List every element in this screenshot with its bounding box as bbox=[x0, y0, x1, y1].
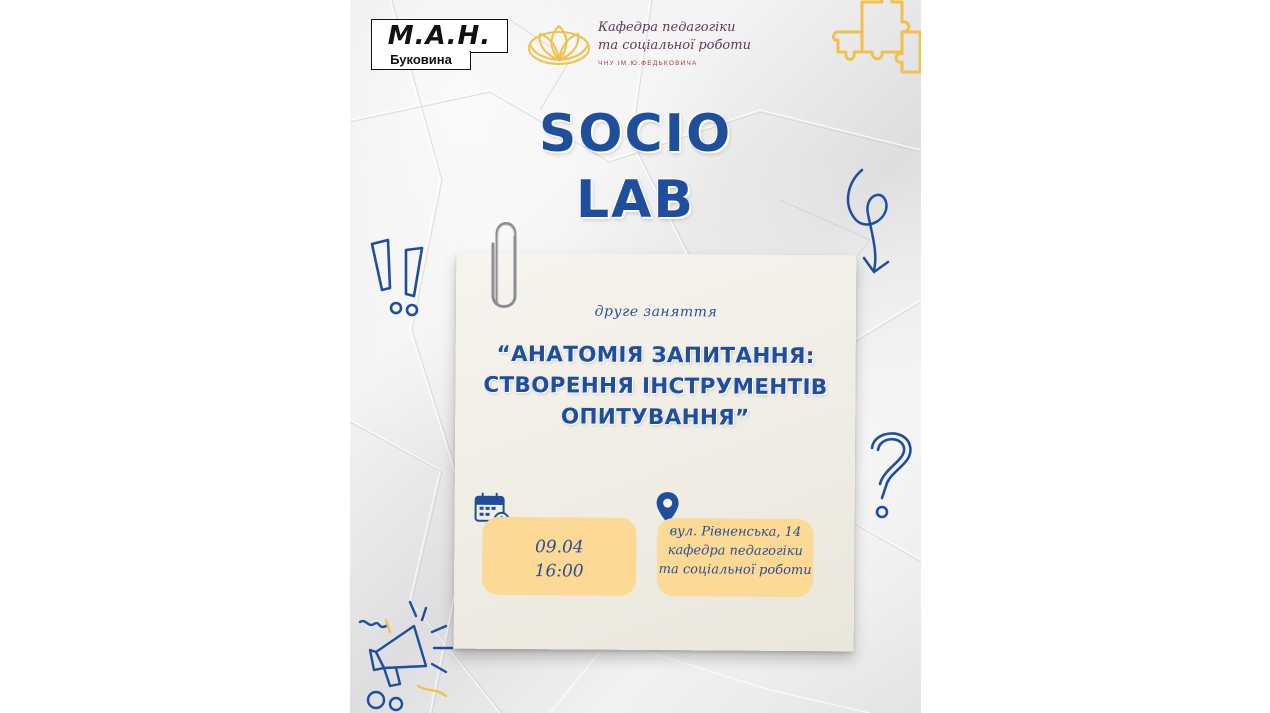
man-bukovyna-logo bbox=[371, 19, 508, 71]
date-time-badge bbox=[482, 517, 637, 596]
address-badge bbox=[657, 518, 814, 597]
department-name-line1: Кафедра педагогіки bbox=[598, 20, 736, 35]
address-line-2: кафедра педагогіки bbox=[667, 543, 803, 560]
lotus-logo-icon bbox=[524, 14, 594, 74]
megaphone-doodle-icon bbox=[356, 592, 466, 713]
man-logo-text: М.А.Н. bbox=[371, 19, 508, 53]
question-doodle-icon bbox=[860, 424, 920, 524]
university-name: ЧНУ ІМ.Ю.ФЕДЬКОВИЧА bbox=[598, 60, 698, 67]
address-line-3: та соціальної роботи bbox=[658, 562, 812, 579]
title-line-1: SOCIO bbox=[538, 104, 733, 164]
department-name-line2: та соціальної роботи bbox=[598, 38, 751, 53]
event-date: 09.04 bbox=[534, 537, 584, 558]
session-label: друге заняття bbox=[594, 303, 718, 321]
address-line-1: вул. Рівненська, 14 bbox=[669, 524, 802, 541]
department-logo bbox=[524, 14, 754, 76]
paperclip-icon bbox=[485, 214, 525, 314]
puzzle-icon bbox=[832, 0, 921, 82]
title-line-2: LAB bbox=[575, 170, 695, 230]
event-time: 16:00 bbox=[534, 561, 584, 582]
man-logo-region: Буковина bbox=[371, 51, 471, 70]
exclamation-doodle-icon bbox=[368, 238, 434, 322]
event-poster bbox=[350, 0, 921, 713]
session-title: “АНАТОМІЯ ЗАПИТАННЯ: СТВОРЕННЯ ІНСТРУМЕНТІВ ОПИТУВАННЯ” bbox=[483, 341, 828, 431]
